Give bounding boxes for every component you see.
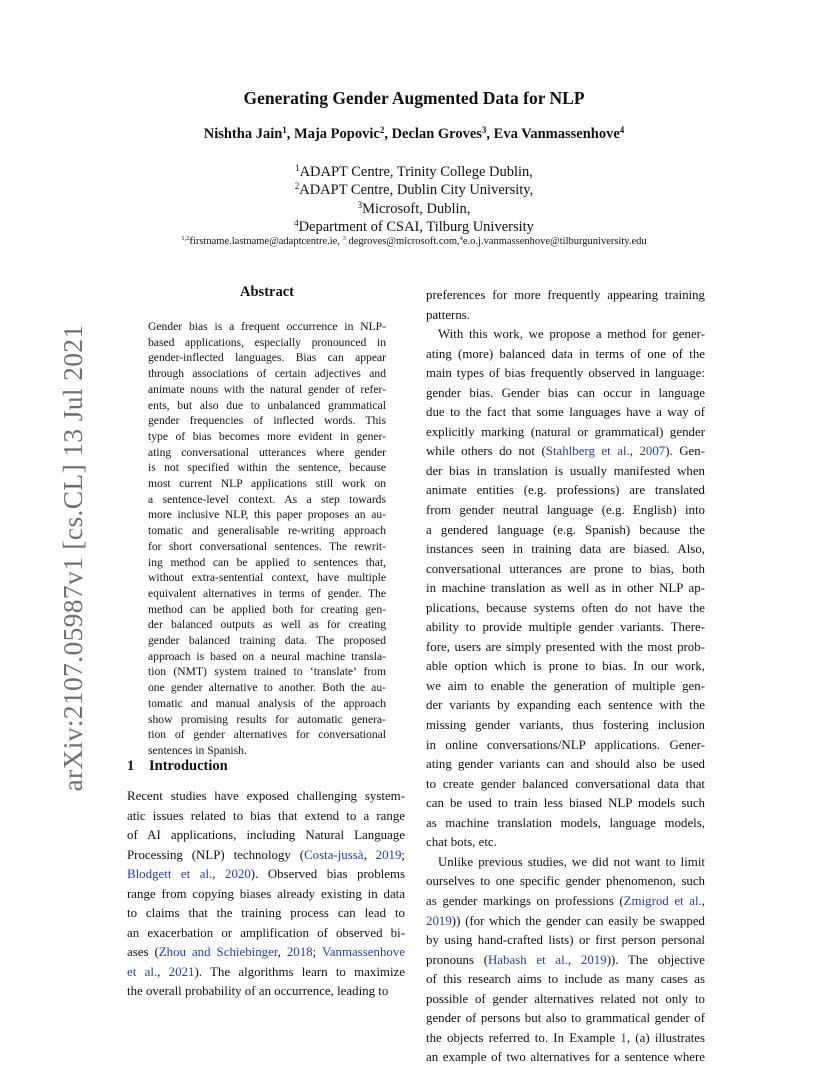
text-segment: , <box>212 867 226 882</box>
text-segment: atic issues related to bias that extend to a range <box>127 808 405 823</box>
text-line: based applications, especially pronounced in <box>148 335 386 349</box>
email: $^4$e.o.j.vanmassenhove@tilburguniversity.edu <box>459 235 647 247</box>
text-line <box>426 462 705 482</box>
text-line <box>426 384 705 404</box>
citation-link[interactable]: 2007 <box>639 444 666 459</box>
text-line <box>426 814 705 834</box>
introduction-body <box>127 787 405 1002</box>
text-segment: , <box>567 952 581 967</box>
text-segment: ating gender variants can and should also be used <box>426 757 705 772</box>
text-line <box>127 865 405 885</box>
text-segment: explicitly marking (natural or grammatical) gender <box>426 424 705 439</box>
text-line: animate nouns with the natural gender of refer- <box>148 382 386 396</box>
text-line <box>426 990 705 1010</box>
section-heading <box>127 758 228 775</box>
text-segment: Recent studies have exposed challenging system- <box>127 789 405 803</box>
citation-link[interactable]: Zmigrod et al. <box>623 893 702 908</box>
text-line: gender balanced training data. The proposed <box>148 634 386 648</box>
text-segment: while others do not ( <box>426 444 546 459</box>
text-line <box>426 481 705 501</box>
text-line <box>426 442 705 462</box>
text-line: through associations of certain adjectives and <box>148 367 386 381</box>
text-segment: from gender neutral language (e.g. English) into <box>426 503 705 518</box>
text-line: tomatic and manual analysis of the approach <box>148 696 386 710</box>
text-line: more inclusive NLP, this paper proposes an au- <box>148 508 386 522</box>
text-line <box>426 306 705 326</box>
abstract-heading: Abstract <box>240 284 294 300</box>
text-segment: Unlike previous studies, we did not want to limit <box>438 854 705 869</box>
text-line: Gender bias is a frequent occurrence in NLP- <box>148 320 386 333</box>
arxiv-identifier-text: arXiv:2107.05987v1 [cs.CL] 13 Jul 2021 <box>57 324 88 792</box>
affiliations <box>0 163 828 236</box>
text-line <box>426 1009 705 1029</box>
text-line <box>426 931 705 951</box>
text-segment: in machine translation as well as in other NLP ap- <box>426 581 705 596</box>
text-line: show promising results for automatic genera- <box>148 712 386 726</box>
text-segment: main types of bias frequently observed in language: <box>426 366 705 381</box>
text-segment: can be used to train less biased NLP models such <box>426 796 705 811</box>
email-list <box>0 236 828 247</box>
text-line <box>426 696 705 716</box>
text-segment: gender bias. Gender bias can occur in language <box>426 385 705 400</box>
text-line: tion (NMT) system trained to ‘translate’ from <box>148 665 386 679</box>
text-segment: )). The objective <box>606 952 705 967</box>
email: $^3$ degroves@microsoft.com, <box>342 235 460 247</box>
text-segment: , <box>701 893 705 908</box>
text-line <box>127 846 405 866</box>
text-line <box>127 826 405 846</box>
affiliation: $^4$Department of CSAI, Tilburg University <box>294 217 534 235</box>
text-segment: by using hand-crafted lists) or first person personal <box>426 933 705 948</box>
text-line <box>426 970 705 990</box>
text-line: gender-inflected languages. Bias can appear <box>148 351 386 365</box>
text-segment: of AI applications, including Natural Language <box>127 828 405 843</box>
citation-link[interactable]: 2018 <box>286 945 313 960</box>
abstract-body <box>148 319 386 759</box>
text-segment: der variants by expanding each sentence with the <box>426 698 705 713</box>
text-segment: With this work, we propose a method for gener- <box>438 327 705 342</box>
paper-title: Generating Gender Augmented Data for NLP <box>243 88 585 108</box>
text-line <box>127 982 405 1002</box>
citation-link[interactable]: 2019 <box>580 952 607 967</box>
text-segment: of this research aims to include as many cases as <box>426 972 705 987</box>
text-line <box>426 912 705 932</box>
text-segment: )) (for which the gender can easily be swapped <box>451 913 705 928</box>
text-line: sentences in Spanish. <box>148 743 247 757</box>
text-line <box>127 943 405 963</box>
text-line <box>426 775 705 795</box>
text-segment: , <box>629 444 640 459</box>
text-segment: to claims that the training process can lead to <box>127 906 405 921</box>
text-line: ing method can be applied to sentences that, <box>148 555 386 569</box>
text-line <box>426 657 705 677</box>
text-segment: the overall probability of an occurrence, leading to <box>127 984 389 999</box>
affiliation: $^3$Microsoft, Dublin, <box>357 199 471 217</box>
text-line <box>426 579 705 599</box>
email: $^{1,2}$firstname.lastname@adaptcentre.ie, <box>181 235 340 247</box>
text-line: a sentence-level context. As a step towards <box>148 492 386 506</box>
text-segment: patterns. <box>426 307 471 322</box>
text-segment: the objects referred to. In Example <box>426 1030 621 1045</box>
text-line <box>426 1029 705 1049</box>
text-segment: we aim to enable the generation of multiple gen- <box>426 678 705 693</box>
text-line: most current NLP applications still work on <box>148 477 386 491</box>
citation-link[interactable]: et al. <box>127 964 158 979</box>
text-segment: an example of two alternatives for a sentence where <box>426 1050 705 1065</box>
citation-link[interactable]: Vanmassenhove <box>321 945 405 960</box>
text-line <box>426 345 705 365</box>
text-segment: to create gender balanced conversational data that <box>426 776 705 791</box>
section-title: Introduction <box>149 758 228 774</box>
text-segment: Processing (NLP) technology ( <box>127 847 305 862</box>
text-segment: animate entities (e.g. professions) are translated <box>426 483 705 498</box>
citation-link[interactable]: 2021 <box>168 964 195 979</box>
citation-link[interactable]: Stahlberg et al. <box>545 444 630 459</box>
text-segment: ). Gen- <box>665 444 705 459</box>
text-line: der balanced outputs as well as for creating <box>148 618 386 632</box>
text-segment: ; <box>401 847 405 862</box>
text-segment: chat bots, etc. <box>426 835 497 850</box>
text-segment: ases ( <box>127 945 159 960</box>
text-line <box>426 833 705 853</box>
text-line <box>426 677 705 697</box>
citation-link[interactable]: Costa-jussà <box>304 847 364 862</box>
text-segment: able option which is prone to bias. In our work, <box>426 659 705 674</box>
text-line: without extra-sentential context, have multiple <box>148 571 386 585</box>
text-line: equivalent alternatives in terms of gender. The <box>148 586 386 600</box>
text-segment: conversational utterances are prone to bias, both <box>426 561 705 576</box>
text-segment: ourselves to one specific gender phenomenon, such <box>426 874 705 889</box>
text-line <box>426 892 705 912</box>
text-line <box>127 787 405 807</box>
text-segment: ; <box>312 945 322 960</box>
text-line <box>426 521 705 541</box>
author: Eva Vanmassenhove$^4$ <box>493 125 625 142</box>
text-line <box>127 924 405 944</box>
affiliation: $^1$ADAPT Centre, Trinity College Dublin, <box>295 163 533 180</box>
text-segment: as machine translation models, language models, <box>426 815 705 830</box>
text-line <box>426 794 705 814</box>
text-segment: instances seen in training data are biased. Also, <box>426 542 705 557</box>
text-line <box>127 885 405 905</box>
author: Maja Popovic$^2$ <box>294 125 385 142</box>
citation-link[interactable]: Blodgett et al. <box>127 867 213 882</box>
citation-link[interactable]: Zhou and Schiebinger <box>158 945 278 960</box>
text-segment: , (a) illustrates <box>626 1030 705 1045</box>
text-segment: preferences for more frequently appearing training <box>426 288 705 302</box>
text-line: for short conversational sentences. The rewrit- <box>148 539 386 553</box>
text-line: approach is based on a neural machine transla- <box>148 649 386 663</box>
right-column-body <box>426 286 705 1068</box>
text-line <box>426 501 705 521</box>
text-line <box>426 325 705 345</box>
citation-link[interactable]: 2019 <box>426 913 452 928</box>
text-line <box>426 951 705 971</box>
text-segment: ating (more) balanced data in terms of one of the <box>426 346 705 361</box>
text-line <box>426 736 705 756</box>
text-segment: fore, users are simply presented with the most prob- <box>426 639 705 654</box>
text-segment: possible of gender alternatives related not only to <box>426 991 705 1006</box>
citation-link[interactable]: 2020 <box>225 867 251 882</box>
text-line <box>127 904 405 924</box>
author: Nishtha Jain$^1$ <box>203 125 287 142</box>
text-line: is not specified within the sentence, because <box>148 461 386 475</box>
text-line <box>426 618 705 638</box>
text-segment: range from copying biases already existing in data <box>127 886 405 901</box>
text-line: method can be applied both for creating gen- <box>148 602 386 616</box>
text-segment: pronouns ( <box>426 952 488 967</box>
text-line: tion of gender alternatives for conversational <box>148 728 386 742</box>
text-line <box>426 853 705 873</box>
text-line <box>426 599 705 619</box>
text-segment: der bias in translation is usually manifested when <box>426 463 705 478</box>
text-segment: a gendered language (e.g. Spanish) because the <box>426 522 705 537</box>
text-segment: missing gender variants, thus fostering inclusion <box>426 718 705 733</box>
text-segment: , <box>277 945 287 960</box>
text-line: type of bias becomes more evident in gener- <box>148 429 386 443</box>
text-line <box>426 423 705 443</box>
text-line: ents, but also due to unbalanced grammatical <box>148 398 386 412</box>
text-segment: plications, because systems often do not have the <box>426 600 705 615</box>
text-line <box>426 716 705 736</box>
text-segment: , <box>363 847 376 862</box>
text-segment: ). The algorithms learn to maximize <box>194 964 405 979</box>
citation-link[interactable]: Habash et al. <box>488 952 568 967</box>
text-line: one gender alternative to another. Both the au- <box>148 681 386 695</box>
citation-link[interactable]: 1 <box>620 1030 627 1045</box>
text-segment: due to the fact that some languages have a way of <box>426 405 705 420</box>
text-segment: in online conversations/NLP applications. Gener- <box>426 737 705 752</box>
text-line <box>426 364 705 384</box>
text-line <box>426 560 705 580</box>
text-segment: gender of persons but also to grammatical gender of <box>426 1011 705 1026</box>
text-line: tomatic and generalisable re-writing approach <box>148 524 386 538</box>
author: Declan Groves$^3$ <box>391 125 487 142</box>
text-line <box>426 540 705 560</box>
text-line: ating conversational utterances where gender <box>148 445 386 459</box>
text-segment: ). Observed bias problems <box>250 867 405 882</box>
text-line <box>127 963 405 983</box>
text-line <box>127 807 405 827</box>
text-segment: , <box>157 964 169 979</box>
text-line <box>426 286 705 306</box>
citation-link[interactable]: 2019 <box>375 847 402 862</box>
text-segment: as gender markings on professions ( <box>426 893 624 908</box>
text-line <box>426 1048 705 1068</box>
arxiv-identifier <box>52 324 94 792</box>
text-segment: ability to provide multiple gender variants. There- <box>426 620 705 635</box>
section-number: 1 <box>127 758 135 774</box>
text-line <box>426 403 705 423</box>
text-line: gender frequencies of inflected words. This <box>148 414 386 428</box>
text-line <box>426 755 705 775</box>
author-list: Nishtha Jain$^1$, Maja Popovic$^2$, Declan Groves$^3$, Eva Vanmassenhove$^4$ <box>203 125 625 142</box>
text-line <box>426 638 705 658</box>
affiliation: $^2$ADAPT Centre, Dublin City University, <box>294 181 534 199</box>
text-line <box>426 872 705 892</box>
text-segment: an exacerbation or amplification of observed bi- <box>127 925 405 940</box>
